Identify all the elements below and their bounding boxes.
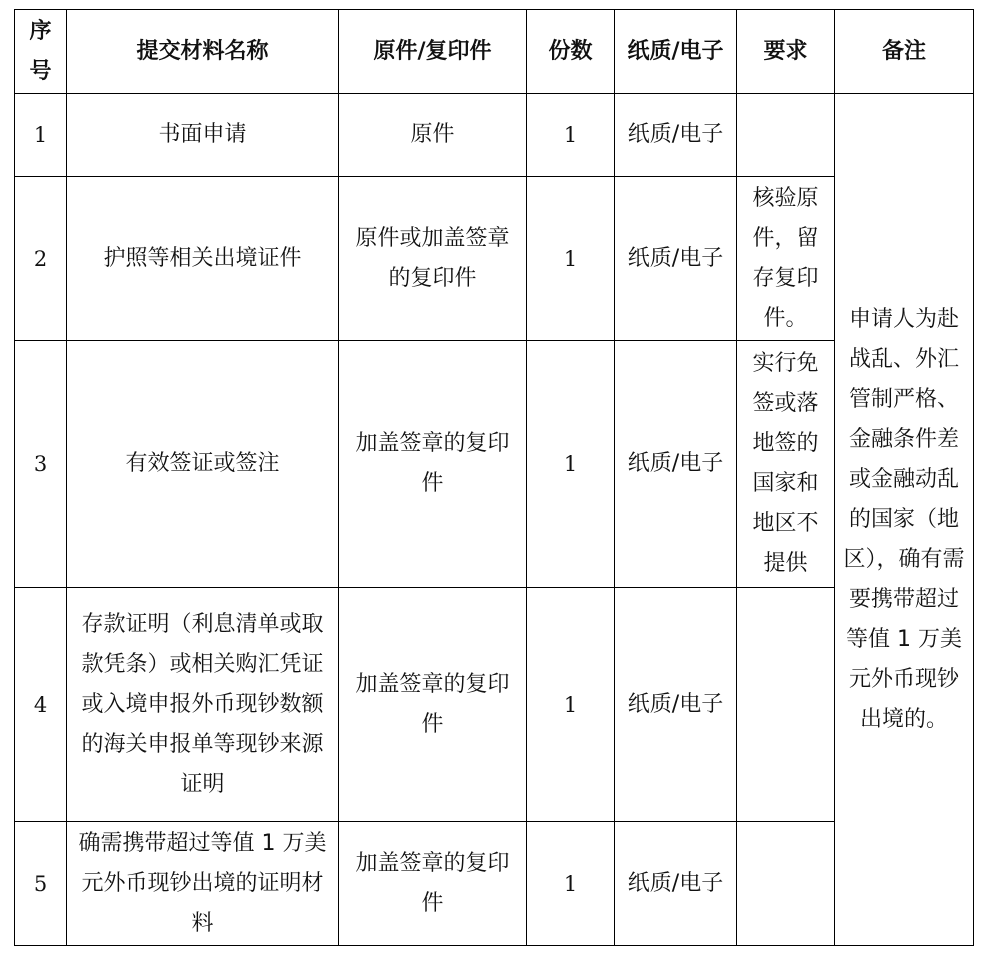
- row-count: 1: [527, 588, 615, 822]
- header-remark: 备注: [835, 10, 974, 94]
- table-row: [15, 177, 974, 341]
- row-requirement: 核验原件，留存复印件。: [737, 177, 835, 341]
- header-count: 份数: [527, 10, 615, 94]
- row-copy-type: 加盖签章的复印件: [339, 822, 527, 946]
- table-row: [15, 341, 974, 588]
- row-index: 4: [15, 588, 67, 822]
- row-requirement: [737, 822, 835, 946]
- row-format: 纸质/电子: [615, 177, 737, 341]
- materials-table: [14, 9, 974, 946]
- header-index: 序号: [15, 10, 67, 94]
- table-row: [15, 94, 974, 177]
- row-count: 1: [527, 94, 615, 177]
- row-index: 5: [15, 822, 67, 946]
- row-material-name: 确需携带超过等值 1 万美元外币现钞出境的证明材料: [67, 822, 339, 946]
- row-copy-type: 加盖签章的复印件: [339, 588, 527, 822]
- row-index: 1: [15, 94, 67, 177]
- row-material-name: 护照等相关出境证件: [67, 177, 339, 341]
- header-copy-type: 原件/复印件: [339, 10, 527, 94]
- row-count: 1: [527, 822, 615, 946]
- row-format: 纸质/电子: [615, 588, 737, 822]
- row-format: 纸质/电子: [615, 94, 737, 177]
- row-format: 纸质/电子: [615, 822, 737, 946]
- row-count: 1: [527, 341, 615, 588]
- row-copy-type: 原件: [339, 94, 527, 177]
- row-requirement: 实行免签或落地签的国家和地区不提供: [737, 341, 835, 588]
- row-copy-type: 加盖签章的复印件: [339, 341, 527, 588]
- row-format: 纸质/电子: [615, 341, 737, 588]
- row-copy-type: 原件或加盖签章的复印件: [339, 177, 527, 341]
- remark-cell: 申请人为赴战乱、外汇管制严格、金融条件差或金融动乱的国家（地区），确有需要携带超过等值 1 万美元外币现钞出境的。: [835, 94, 974, 946]
- row-material-name: 书面申请: [67, 94, 339, 177]
- row-count: 1: [527, 177, 615, 341]
- row-material-name: 存款证明（利息清单或取款凭条）或相关购汇凭证或入境申报外币现钞数额的海关申报单等现钞来源证明: [67, 588, 339, 822]
- row-requirement: [737, 588, 835, 822]
- table-row: [15, 588, 974, 822]
- header-requirement: 要求: [737, 10, 835, 94]
- row-index: 3: [15, 341, 67, 588]
- table-row: [15, 822, 974, 946]
- header-name: 提交材料名称: [67, 10, 339, 94]
- header-row: [15, 10, 974, 94]
- header-format: 纸质/电子: [615, 10, 737, 94]
- row-material-name: 有效签证或签注: [67, 341, 339, 588]
- row-index: 2: [15, 177, 67, 341]
- row-requirement: [737, 94, 835, 177]
